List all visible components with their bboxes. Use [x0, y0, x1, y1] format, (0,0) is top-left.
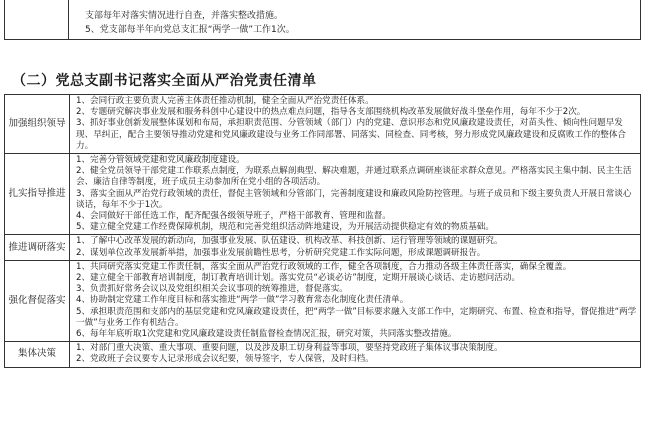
list-item: 1、会同行政主要负责人完善主体责任推动机制，健全全面从严治党责任体系。 — [76, 96, 374, 106]
list-item: 6、每年年底听取1次党建和党风廉政建设责任制监督检查情况汇报，研究对策，共同落实整改措施。 — [76, 329, 457, 340]
category-cell: 推进调研落实 — [5, 235, 70, 260]
items-cell — [70, 154, 641, 235]
previous-item-line-1: 支部每年对落实情况进行自查，并落实整改措施。 — [85, 11, 284, 21]
category-cell: 加强组织领导 — [5, 95, 70, 154]
responsibility-table — [4, 94, 641, 368]
category-cell: 扎实指导推进 — [5, 154, 70, 235]
list-item: 2、健全党员领导干部党建工作联系点制度，为联系点解剖典型、解决难题，并通过联系点调研座谈征求群众意见。严格落实民主集中制、民主生活会、廉洁自律等制度，班子成员主动参加所在党小组的各项活动。 — [76, 166, 632, 188]
list-item: 4、会同做好干部任选工作，配齐配强各级领导班子，严格干部教育、管理和监督。 — [76, 211, 391, 222]
list-item: 3、抓好事业创新发展整体谋划和布局，承担职责范围、分管领域（部门）内的党建、意识形态和党风廉政建设责任，对苗头性、倾向性问题早发现、早纠正，配合主要领导推动党建和党风廉政建设与业务工作同部署、同落实、同检查、同考核，努力形成党风廉政建设和反腐败工作的整体合力。 — [76, 118, 627, 151]
section-title: （二）党总支副书记落实全面从严治党责任清单 — [12, 73, 317, 89]
list-item: 2、谋划单位改革发展新举措，加强事业发展前瞻性思考，分析研究党建工作实际问题，形成课题调研报告。 — [76, 247, 486, 258]
items-cell — [70, 235, 641, 260]
list-item: 1、对部门重大决策、重大事项、重要问题，以及涉及职工切身利益等事项，要坚持党政班子集体议事决策制度。 — [76, 343, 503, 354]
list-item: 1、完善分管领域党建和党风廉政制度建设。 — [76, 155, 245, 166]
items-cell — [70, 260, 641, 341]
previous-category-cell — [5, 0, 69, 39]
list-item: 4、协助制定党建工作年度目标和落实推进“两学一做”学习教育常态化制度化责任清单。 — [76, 295, 409, 306]
list-item: 5、承担职责范围和支部内的基层党建和党风廉政建设责任，把“两学一做”目标要求融入支部工作中，定期研究、布置、检查和指导，督促推进“两学一做”与业务工作有机结合。 — [76, 306, 637, 328]
list-item: 2、党政班子会议要专人记录形成会议纪要，领导签字，专人保管，及时归档。 — [76, 354, 374, 365]
items-cell — [70, 342, 641, 367]
table-row — [5, 154, 641, 235]
previous-item-line-2: 5、党支部每半年向党总支汇报“两学一做”工作1次。 — [85, 25, 295, 35]
list-item: 1、了解中心改革发展的新动向，加强事业发展、队伍建设、机构改革、科技创新、运行管理等领域的课题研究。 — [76, 236, 503, 247]
list-item: 2、建立健全干部教育培训制度，制订教育培训计划。落实党员“必谈必访”制度，定期开展谈心谈话、走访慰问活动。 — [76, 273, 521, 284]
list-item: 2、专题研究解决事业发展和服务科创中心建设中的热点难点问题，指导各支部围绕机构改革发展做好战斗堡垒作用，每年不少于2次。 — [76, 107, 586, 118]
table-row — [5, 342, 641, 367]
table-row — [5, 260, 641, 341]
category-cell: 集体决策 — [5, 342, 70, 367]
previous-section-table-tail — [4, 0, 641, 40]
list-item: 3、落实全面从严治党行政领域的责任，督促主管领域和分管部门，完善制度建设和廉政风险防控管理。与班子成员和下级主要负责人开展日常谈心谈话，每年不少于1次。 — [76, 188, 632, 210]
list-item: 3、负责抓好常务会议以及党组织相关会议事项的统筹推进，督促落实。 — [76, 284, 348, 295]
table-row — [5, 95, 641, 154]
list-item: 5、建立健全党建工作经费保障机制，规范和完善党组织活动阵地建设，为开展活动提供稳定有效的物质基础。 — [76, 222, 494, 233]
table-row — [5, 235, 641, 260]
list-item: 1、共同研究落实党建工作责任制，落实全面从严治党行政领域的工作，健全各项制度，合力推动各级主体责任落实，确保全覆盖。 — [76, 261, 572, 272]
items-cell — [70, 95, 641, 154]
category-cell: 强化督促落实 — [5, 260, 70, 341]
